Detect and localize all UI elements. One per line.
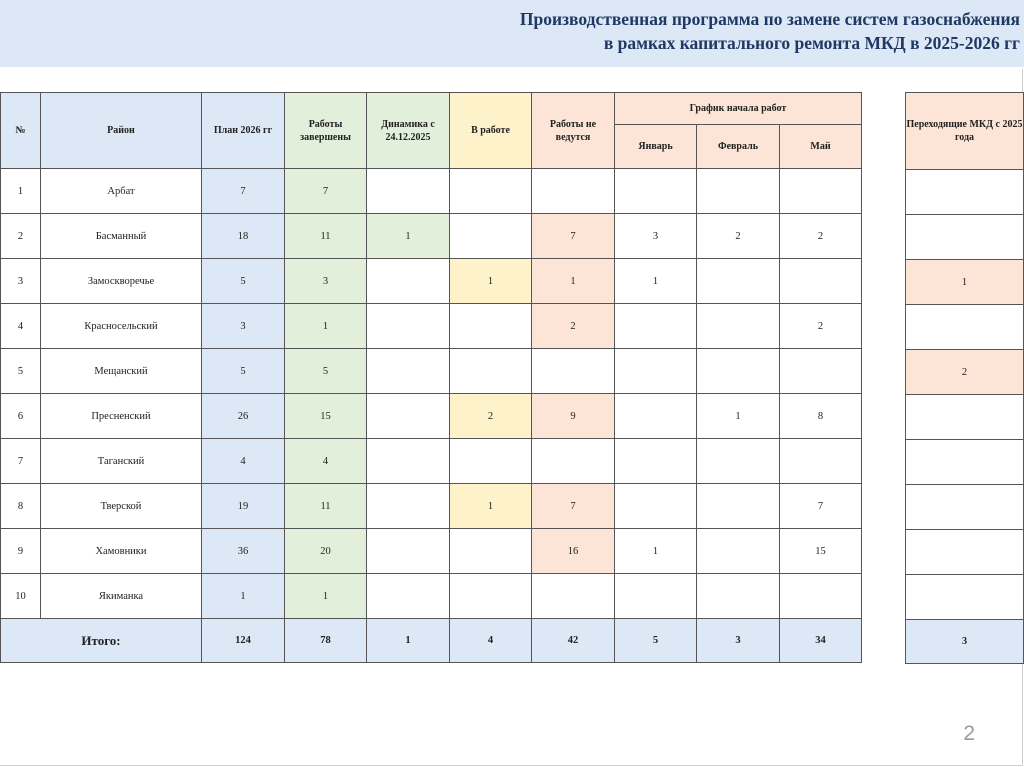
cell-done: 1 — [285, 304, 367, 349]
cell-jan: 3 — [615, 214, 697, 259]
cell-dynamics — [367, 349, 450, 394]
cell-carryover — [906, 575, 1024, 620]
totals-label: Итого: — [1, 619, 202, 663]
carryover-row — [906, 260, 1024, 305]
cell-may — [780, 259, 862, 304]
carryover-table-body — [906, 170, 1024, 620]
totals-done: 78 — [285, 619, 367, 663]
cell-num: 4 — [1, 304, 41, 349]
cell-in-work — [450, 169, 532, 214]
cell-dynamics — [367, 574, 450, 619]
cell-district: Тверской — [41, 484, 202, 529]
cell-in-work — [450, 574, 532, 619]
carryover-row — [906, 215, 1024, 260]
cell-district: Красносельский — [41, 304, 202, 349]
cell-num: 8 — [1, 484, 41, 529]
cell-district: Таганский — [41, 439, 202, 484]
page-number: 2 — [963, 722, 975, 745]
cell-done: 20 — [285, 529, 367, 574]
totals-carryover: 3 — [906, 620, 1024, 664]
carryover-row — [906, 485, 1024, 530]
cell-feb: 1 — [697, 394, 780, 439]
cell-may: 2 — [780, 214, 862, 259]
cell-jan — [615, 349, 697, 394]
cell-jan — [615, 484, 697, 529]
cell-plan: 5 — [202, 349, 285, 394]
main-table-body — [1, 169, 862, 619]
cell-feb — [697, 259, 780, 304]
cell-plan: 1 — [202, 574, 285, 619]
table-row — [1, 169, 862, 214]
cell-in-work: 1 — [450, 484, 532, 529]
cell-in-work — [450, 214, 532, 259]
cell-jan — [615, 439, 697, 484]
cell-feb — [697, 484, 780, 529]
table-row — [1, 439, 862, 484]
cell-carryover — [906, 440, 1024, 485]
cell-num: 10 — [1, 574, 41, 619]
cell-may — [780, 169, 862, 214]
header-in-work: В работе — [450, 93, 532, 169]
title-band — [0, 0, 1024, 67]
cell-num: 3 — [1, 259, 41, 304]
cell-plan: 26 — [202, 394, 285, 439]
cell-not-started: 2 — [532, 304, 615, 349]
cell-num: 9 — [1, 529, 41, 574]
cell-jan — [615, 304, 697, 349]
cell-not-started: 16 — [532, 529, 615, 574]
totals-row — [1, 619, 862, 663]
cell-dynamics — [367, 304, 450, 349]
table-row — [1, 214, 862, 259]
header-not-started: Работы не ведутся — [532, 93, 615, 169]
cell-feb — [697, 169, 780, 214]
cell-in-work: 2 — [450, 394, 532, 439]
carryover-row — [906, 170, 1024, 215]
cell-plan: 7 — [202, 169, 285, 214]
cell-dynamics — [367, 169, 450, 214]
cell-dynamics — [367, 439, 450, 484]
cell-not-started — [532, 574, 615, 619]
header-may: Май — [780, 125, 862, 169]
header-plan: План 2026 гг — [202, 93, 285, 169]
cell-district: Басманный — [41, 214, 202, 259]
cell-district: Мещанский — [41, 349, 202, 394]
cell-carryover — [906, 395, 1024, 440]
cell-feb — [697, 529, 780, 574]
cell-in-work — [450, 349, 532, 394]
cell-not-started — [532, 349, 615, 394]
cell-may: 2 — [780, 304, 862, 349]
carryover-row — [906, 575, 1024, 620]
cell-not-started — [532, 169, 615, 214]
cell-dynamics — [367, 394, 450, 439]
cell-plan: 4 — [202, 439, 285, 484]
cell-district: Пресненский — [41, 394, 202, 439]
header-num: № — [1, 93, 41, 169]
cell-not-started: 7 — [532, 214, 615, 259]
totals-may: 34 — [780, 619, 862, 663]
title-line-2: в рамках капитального ремонта МКД в 2025-2026 гг — [603, 33, 1020, 53]
cell-jan: 1 — [615, 529, 697, 574]
cell-carryover — [906, 530, 1024, 575]
cell-in-work — [450, 304, 532, 349]
cell-num: 7 — [1, 439, 41, 484]
cell-feb — [697, 574, 780, 619]
cell-num: 1 — [1, 169, 41, 214]
cell-jan — [615, 394, 697, 439]
main-table — [0, 92, 862, 663]
cell-carryover: 2 — [906, 350, 1024, 395]
cell-may — [780, 574, 862, 619]
cell-feb — [697, 439, 780, 484]
cell-num: 2 — [1, 214, 41, 259]
totals-feb: 3 — [697, 619, 780, 663]
cell-not-started: 1 — [532, 259, 615, 304]
carryover-row — [906, 305, 1024, 350]
cell-dynamics: 1 — [367, 214, 450, 259]
cell-plan: 5 — [202, 259, 285, 304]
cell-done: 11 — [285, 214, 367, 259]
cell-not-started: 7 — [532, 484, 615, 529]
cell-plan: 3 — [202, 304, 285, 349]
cell-dynamics — [367, 259, 450, 304]
cell-plan: 18 — [202, 214, 285, 259]
totals-dynamics: 1 — [367, 619, 450, 663]
cell-may — [780, 439, 862, 484]
cell-district: Арбат — [41, 169, 202, 214]
cell-carryover — [906, 215, 1024, 260]
cell-done: 4 — [285, 439, 367, 484]
cell-jan: 1 — [615, 259, 697, 304]
header-jan: Январь — [615, 125, 697, 169]
cell-plan: 36 — [202, 529, 285, 574]
cell-may: 15 — [780, 529, 862, 574]
header-schedule: График начала работ — [615, 93, 862, 125]
header-carryover: Переходящие МКД с 2025 года — [906, 93, 1024, 170]
header-feb: Февраль — [697, 125, 780, 169]
table-row — [1, 304, 862, 349]
totals-in-work: 4 — [450, 619, 532, 663]
cell-carryover: 1 — [906, 260, 1024, 305]
cell-num: 5 — [1, 349, 41, 394]
cell-carryover — [906, 485, 1024, 530]
cell-may: 8 — [780, 394, 862, 439]
cell-not-started: 9 — [532, 394, 615, 439]
cell-dynamics — [367, 529, 450, 574]
cell-feb — [697, 349, 780, 394]
cell-district: Якиманка — [41, 574, 202, 619]
cell-done: 15 — [285, 394, 367, 439]
totals-plan: 124 — [202, 619, 285, 663]
cell-done: 1 — [285, 574, 367, 619]
carryover-row — [906, 395, 1024, 440]
carryover-table — [905, 92, 1024, 664]
table-row — [1, 349, 862, 394]
cell-not-started — [532, 439, 615, 484]
cell-plan: 19 — [202, 484, 285, 529]
table-row — [1, 529, 862, 574]
page-title — [520, 7, 1020, 55]
table-row — [1, 394, 862, 439]
table-row — [1, 259, 862, 304]
cell-may: 7 — [780, 484, 862, 529]
cell-done: 5 — [285, 349, 367, 394]
cell-carryover — [906, 305, 1024, 350]
cell-district: Замоскворечье — [41, 259, 202, 304]
cell-feb — [697, 304, 780, 349]
cell-district: Хамовники — [41, 529, 202, 574]
cell-may — [780, 349, 862, 394]
cell-num: 6 — [1, 394, 41, 439]
header-district: Район — [41, 93, 202, 169]
carryover-row — [906, 440, 1024, 485]
cell-in-work — [450, 439, 532, 484]
totals-not-started: 42 — [532, 619, 615, 663]
cell-jan — [615, 169, 697, 214]
cell-in-work: 1 — [450, 259, 532, 304]
totals-jan: 5 — [615, 619, 697, 663]
carryover-row — [906, 530, 1024, 575]
title-line-1: Производственная программа по замене систем газоснабжения — [519, 9, 1020, 29]
cell-feb: 2 — [697, 214, 780, 259]
header-dynamics: Динамика с 24.12.2025 — [367, 93, 450, 169]
cell-carryover — [906, 170, 1024, 215]
header-done: Работы завершены — [285, 93, 367, 169]
table-row — [1, 484, 862, 529]
cell-dynamics — [367, 484, 450, 529]
cell-jan — [615, 574, 697, 619]
cell-done: 3 — [285, 259, 367, 304]
cell-in-work — [450, 529, 532, 574]
table-row — [1, 574, 862, 619]
carryover-row — [906, 350, 1024, 395]
cell-done: 11 — [285, 484, 367, 529]
cell-done: 7 — [285, 169, 367, 214]
